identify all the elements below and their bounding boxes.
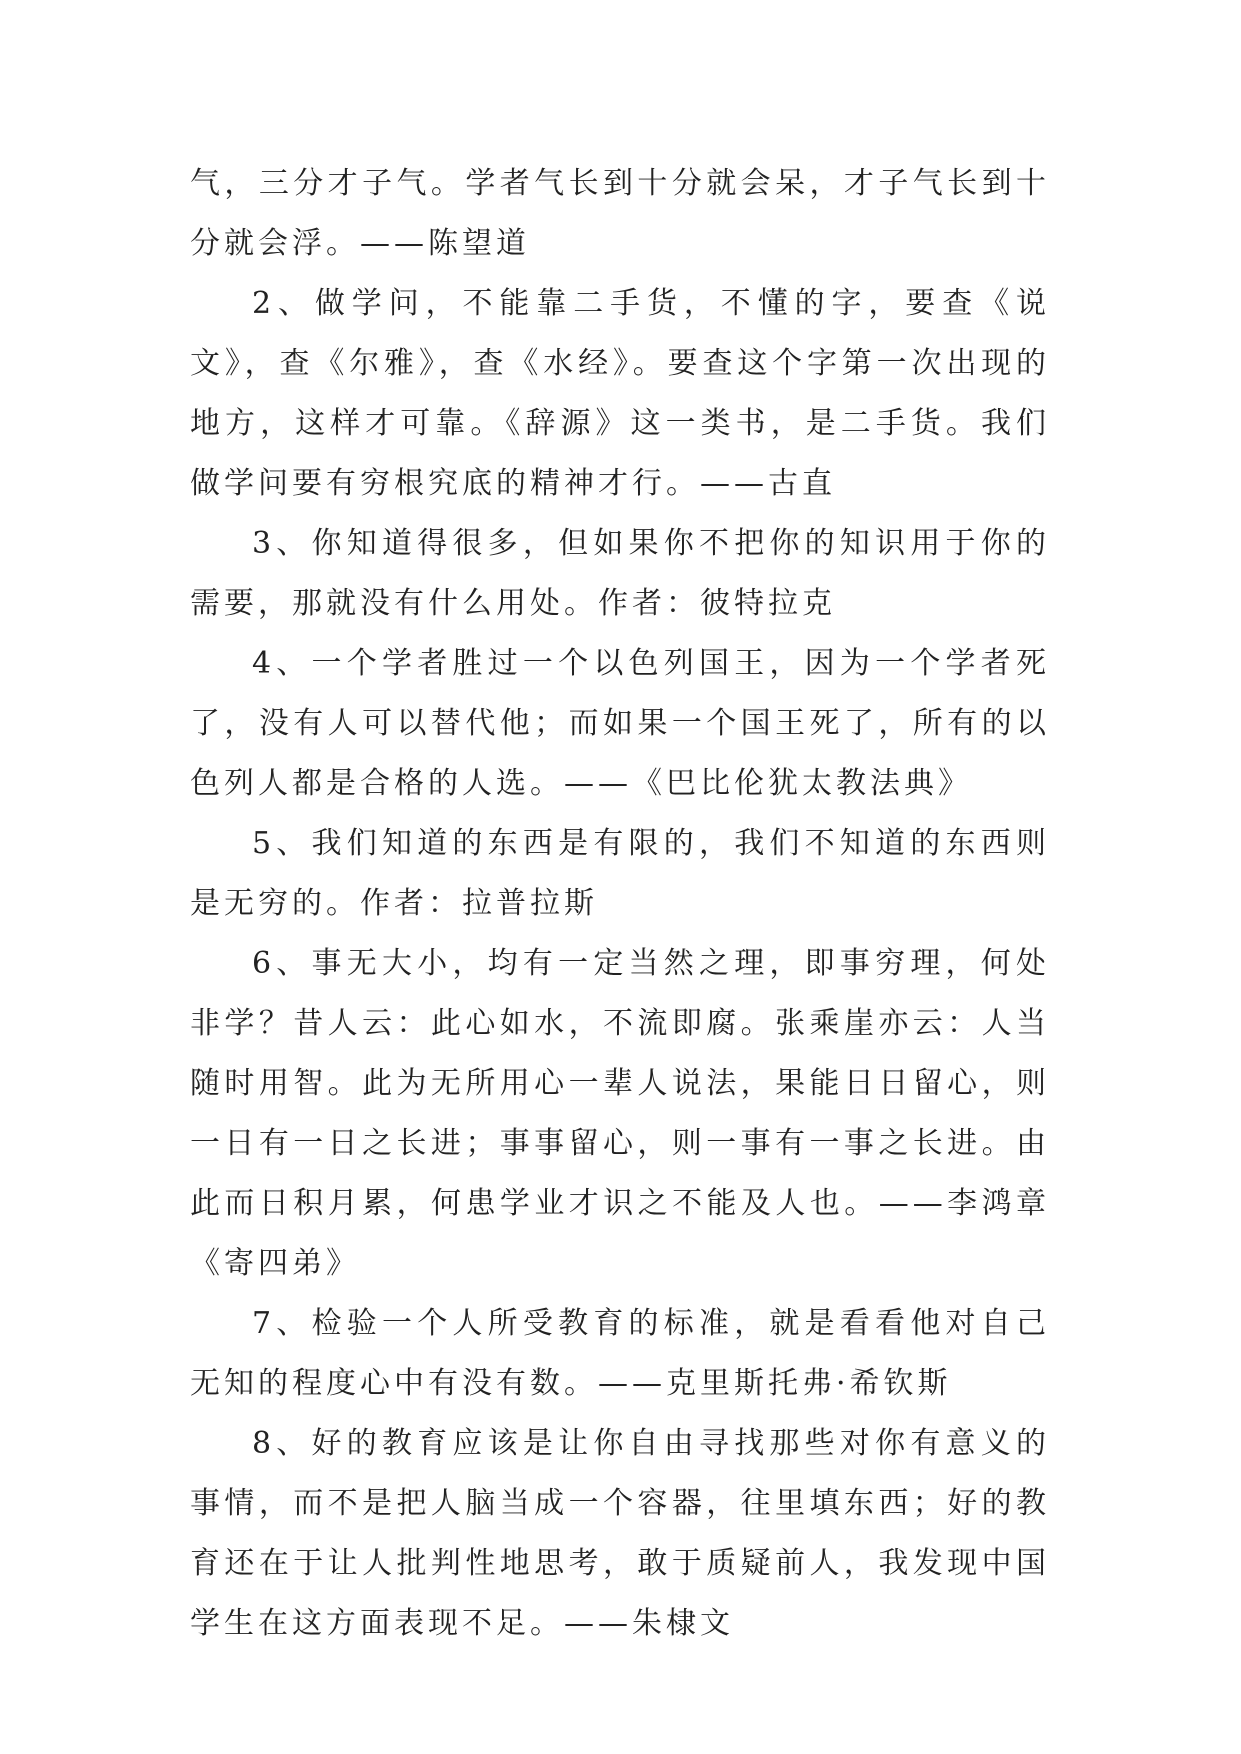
quote-paragraph-4: 4、一个学者胜过一个以色列国王，因为一个学者死了，没有人可以替代他；而如果一个国王死了，所有的以色列人都是合格的人选。——《巴比伦犹太教法典》	[190, 646, 1050, 801]
quote-paragraph-7: 7、检验一个人所受教育的标准，就是看看他对自己无知的程度心中有没有数。——克里斯托弗·希钦斯	[190, 1306, 1050, 1401]
document-body	[190, 154, 1050, 1654]
quote-paragraph-8: 8、好的教育应该是让你自由寻找那些对你有意义的事情，而不是把人脑当成一个容器，往里填东西；好的教育还在于让人批判性地思考，敢于质疑前人，我发现中国学生在这方面表现不足。——朱棣文	[190, 1426, 1050, 1641]
quote-paragraph-2: 2、做学问，不能靠二手货，不懂的字，要查《说文》，查《尔雅》，查《水经》。要查这个字第一次出现的地方，这样才可靠。《辞源》这一类书，是二手货。我们做学问要有穷根究底的精神才行。——古直	[190, 286, 1050, 501]
quote-paragraph-6: 6、事无大小，均有一定当然之理，即事穷理，何处非学？昔人云：此心如水，不流即腐。张乘崖亦云：人当随时用智。此为无所用心一辈人说法，果能日日留心，则一日有一日之长进；事事留心，则一事有一事之长进。由此而日积月累，何患学业才识之不能及人也。——李鸿章《寄四弟》	[190, 946, 1050, 1281]
quote-paragraph-5: 5、我们知道的东西是有限的，我们不知道的东西则是无穷的。作者：拉普拉斯	[190, 826, 1050, 921]
quote-continuation-paragraph: 气，三分才子气。学者气长到十分就会呆，才子气长到十分就会浮。——陈望道	[190, 166, 1050, 261]
quote-paragraph-3: 3、你知道得很多，但如果你不把你的知识用于你的需要，那就没有什么用处。作者：彼特拉克	[190, 526, 1050, 621]
